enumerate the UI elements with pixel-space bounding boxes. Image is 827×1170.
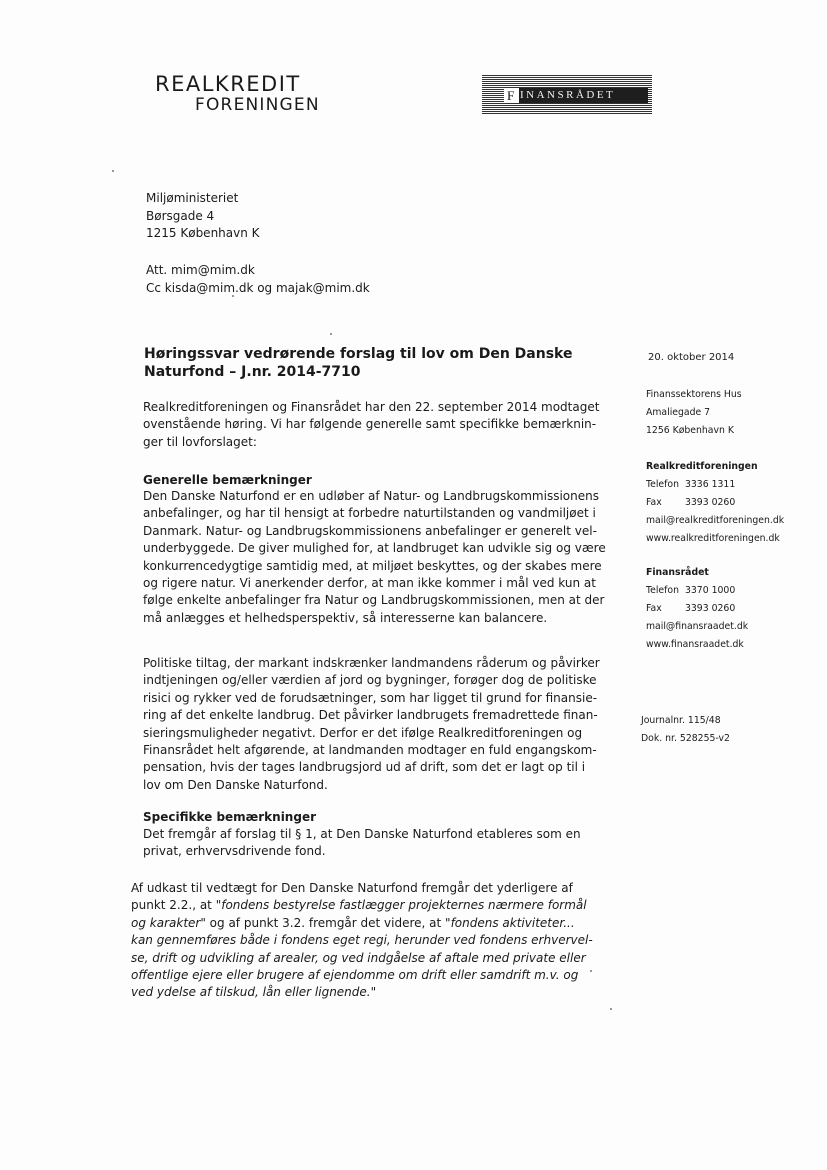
logo-line2: FORENINGEN [195, 95, 320, 115]
phone-label: Telefon [646, 585, 679, 596]
realkreditforeningen-logo [155, 73, 345, 118]
quote-span: "fondens bestyrelse fastlægger projekternes nærmere formål [215, 898, 587, 913]
scan-speck [330, 333, 332, 335]
fax-row [646, 600, 748, 618]
text-line: Af udkast til vedtægt for Den Danske Naturfond fremgår det yderligere af [131, 881, 573, 895]
recipient-city: 1215 København K [146, 226, 260, 240]
phone-row [646, 582, 748, 600]
logo-line1: REALKREDIT [155, 72, 301, 96]
text-line: indtjeningen og/eller værdien af jord og bygninger, forøger dog de politiske [143, 673, 597, 688]
journal-info [641, 712, 730, 748]
text-line [131, 915, 603, 932]
finansraadet-logo-text: INANSRÅDET [520, 89, 616, 101]
general-paragraph-1 [143, 488, 615, 627]
recipient-street: Børsgade 4 [146, 208, 215, 223]
text-line: ger til lovforslaget: [143, 434, 257, 449]
phone-label: Telefon [646, 479, 679, 490]
attention-block [146, 262, 370, 297]
address-line: 1256 København K [646, 425, 734, 436]
org-name: Realkreditforeningen [646, 461, 758, 472]
intro-paragraph [143, 399, 615, 451]
text-line: se, drift og udvikling af arealer, og ved indgåelse af aftale med private eller [131, 950, 586, 965]
text-span: punkt 2.2., at [131, 898, 216, 913]
recipient-address [146, 190, 260, 243]
text-line: må anlægges et helhedsperspektiv, så interesserne kan balancere. [143, 610, 548, 625]
text-line: ring af det enkelte landbrug. Det påvirker landbrugets fremadrettede finan- [143, 708, 598, 723]
sender-address [646, 386, 742, 440]
fax-label: Fax [646, 497, 662, 508]
specific-paragraph-2 [131, 880, 603, 1002]
letter-date: 20. oktober 2014 [648, 352, 735, 363]
general-paragraph-2 [143, 655, 615, 794]
specific-paragraph-1 [143, 826, 615, 861]
text-span: og af punkt 3.2. fremgår det videre, at [205, 915, 446, 930]
email-link[interactable]: mail@finansraadet.dk [646, 621, 749, 632]
scan-speck [590, 970, 592, 972]
email-link[interactable]: mail@realkreditforeningen.dk [646, 515, 785, 526]
text-line: Politiske tiltag, der markant indskrænker landmandens råderum og påvirker [143, 656, 600, 670]
svg-text:F: F [507, 88, 515, 103]
phone-value: 3370 1000 [684, 585, 736, 596]
scan-speck [232, 295, 234, 297]
text-line: underbyggede. De giver mulighed for, at landbruget kan udvikle sig og være [143, 541, 606, 556]
fax-row [646, 494, 784, 512]
text-line [131, 897, 603, 914]
text-line: konkurrencedygtige samtidig med, at miljøet beskyttes, og der skabes mere [143, 558, 602, 573]
scan-speck [112, 170, 114, 172]
fax-value: 3393 0260 [684, 497, 736, 508]
phone-row [646, 476, 784, 494]
fax-value: 3393 0260 [684, 603, 736, 614]
text-line: følge enkelte anbefalinger fra Natur og Landbrugskommissionen, men at der [143, 593, 605, 608]
letter-title [144, 345, 614, 381]
quote-span: og karakter" [131, 915, 206, 930]
text-line: privat, erhvervsdrivende fond. [143, 844, 326, 859]
text-line: lov om Den Danske Naturfond. [143, 777, 328, 792]
text-line: Danmark. Natur- og Landbrugskommissionens anbefalinger er generelt vel- [143, 523, 597, 538]
text-line: sieringsmuligheder negativt. Derfor er det ifølge Realkreditforeningen og [143, 725, 583, 740]
text-line: pensation, hvis der tages landbrugsjord ud af drift, som det er lagt op til i [143, 760, 586, 775]
specific-heading: Specifikke bemærkninger [143, 810, 316, 824]
recipient-name: Miljøministeriet [146, 191, 239, 205]
text-line: Finansrådet helt afgørende, at landmanden modtager en fuld engangskom- [143, 743, 597, 758]
text-line: og rigere natur. Vi anerkender derfor, at man ikke kommer i mål ved kun at [143, 576, 596, 591]
finansraadet-contact [646, 564, 748, 654]
text-line: Realkreditforeningen og Finansrådet har den 22. september 2014 modtaget [143, 400, 600, 414]
text-line: kan gennemføres både i fondens eget regi, herunder ved fondens erhvervel- [131, 933, 593, 948]
text-line: ovenstående høring. Vi har følgende generelle samt specifikke bemærknin- [143, 417, 597, 432]
org-name: Finansrådet [646, 567, 709, 578]
title-line-2: Naturfond – J.nr. 2014-7710 [144, 364, 361, 380]
journal-number: Journalnr. 115/48 [641, 715, 721, 726]
text-line: Det fremgår af forslag til § 1, at Den Danske Naturfond etableres som en [143, 827, 581, 841]
document-number: Dok. nr. 528255-v2 [641, 733, 730, 744]
realkredit-contact [646, 458, 784, 548]
address-line: Amaliegade 7 [646, 407, 711, 418]
text-line: risici og rykker ved de forudsætninger, som har ligget til grund for finansie- [143, 690, 598, 705]
quote-span: "fondens aktiviteter... [445, 915, 575, 930]
text-line: ved ydelse af tilskud, lån eller lignende." [131, 985, 377, 1000]
address-line: Finanssektorens Hus [646, 389, 742, 400]
text-line: Den Danske Naturfond er en udløber af Natur- og Landbrugskommissionens [143, 489, 599, 503]
general-heading: Generelle bemærkninger [143, 473, 312, 487]
text-line: anbefalinger, og har til hensigt at forbedre naturtilstanden og vandmiljøet i [143, 506, 596, 521]
phone-value: 3336 1311 [684, 479, 736, 490]
web-link[interactable]: www.finansraadet.dk [646, 639, 744, 650]
text-line: offentlige ejere eller brugere af ejendomme om drift eller samdrift m.v. og [131, 968, 579, 983]
web-link[interactable]: www.realkreditforeningen.dk [646, 533, 780, 544]
scan-speck [610, 1008, 612, 1010]
cc-line: Cc kisda@mim.dk og majak@mim.dk [146, 280, 370, 295]
fax-label: Fax [646, 603, 662, 614]
title-line-1: Høringssvar vedrørende forslag til lov om Den Danske [144, 346, 573, 362]
att-line: Att. mim@mim.dk [146, 263, 255, 277]
